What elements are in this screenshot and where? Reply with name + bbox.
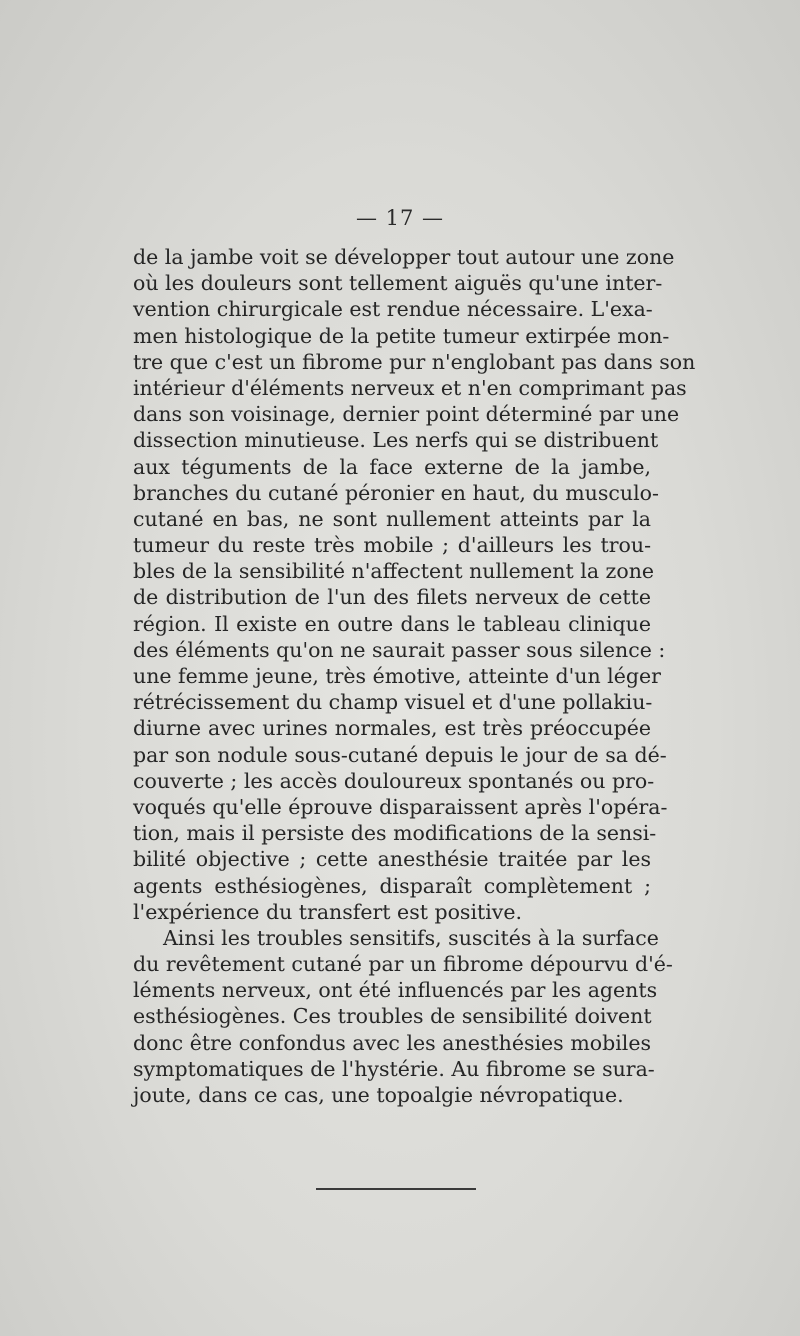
- text-line: cutané en bas, ne sont nullement atteints par la: [133, 506, 651, 531]
- text-line: léments nerveux, ont été influencés par les agents: [133, 978, 658, 1003]
- text-line: donc être confondus avec les anesthésies mobiles: [133, 1030, 651, 1055]
- text-line: une femme jeune, très émotive, atteinte d'un léger: [133, 664, 661, 688]
- text-line: rétrécissement du champ visuel et d'une pollakiu-: [133, 690, 653, 715]
- end-rule: [316, 1188, 476, 1190]
- text-line: intérieur d'éléments nerveux et n'en comprimant pas: [133, 375, 687, 400]
- text-line: aux téguments de la face externe de la jambe,: [133, 454, 651, 479]
- text-line: Ainsi les troubles sensitifs, suscités à la surface: [163, 925, 659, 950]
- text-line: bilité objective ; cette anesthésie traitée par les: [133, 847, 651, 872]
- text-line: esthésiogènes. Ces troubles de sensibilité doivent: [133, 1004, 652, 1029]
- text-line: voqués qu'elle éprouve disparaissent après l'opéra-: [133, 794, 668, 819]
- text-line: agents esthésiogènes, disparaît complètement ;: [133, 873, 651, 898]
- paragraph-2: [133, 925, 673, 1108]
- text-line: tion, mais il persiste des modifications de la sensi-: [133, 821, 657, 846]
- text-line: joute, dans ce cas, une topoalgie névropatique.: [133, 1083, 624, 1107]
- text-line: men histologique de la petite tumeur extirpée mon-: [133, 323, 670, 348]
- text-line: bles de la sensibilité n'affectent nullement la zone: [133, 559, 655, 584]
- body-text: [133, 244, 696, 1108]
- text-line: symptomatiques de l'hystérie. Au fibrome se sura-: [133, 1056, 655, 1081]
- text-line: région. Il existe en outre dans le tableau clinique: [133, 611, 651, 636]
- text-line: des éléments qu'on ne saurait passer sous silence :: [133, 637, 666, 662]
- text-line: vention chirurgicale est rendue nécessaire. L'exa-: [133, 297, 653, 322]
- text-line: l'expérience du transfert est positive.: [133, 899, 523, 924]
- paragraph-1: [133, 244, 696, 925]
- text-line: tumeur du reste très mobile ; d'ailleurs les trou-: [133, 533, 651, 558]
- text-line: du revêtement cutané par un fibrome dépourvu d'é-: [133, 952, 673, 977]
- text-line: tre que c'est un fibrome pur n'englobant pas dans son: [133, 349, 696, 374]
- text-line: couverte ; les accès douloureux spontanés ou pro-: [133, 768, 655, 793]
- text-line: où les douleurs sont tellement aiguës qu'une inter-: [133, 271, 663, 296]
- text-line: de la jambe voit se développer tout autour une zone: [133, 245, 675, 269]
- text-line: dissection minutieuse. Les nerfs qui se distribuent: [133, 428, 659, 453]
- text-line: dans son voisinage, dernier point déterminé par une: [133, 402, 680, 427]
- text-line: branches du cutané péronier en haut, du musculo-: [133, 480, 659, 505]
- text-line: diurne avec urines normales, est très préoccupée: [133, 716, 651, 741]
- text-line: par son nodule sous-cutané depuis le jour de sa dé-: [133, 742, 667, 767]
- text-line: de distribution de l'un des filets nerveux de cette: [133, 585, 651, 610]
- page-number: — 17 —: [355, 206, 445, 230]
